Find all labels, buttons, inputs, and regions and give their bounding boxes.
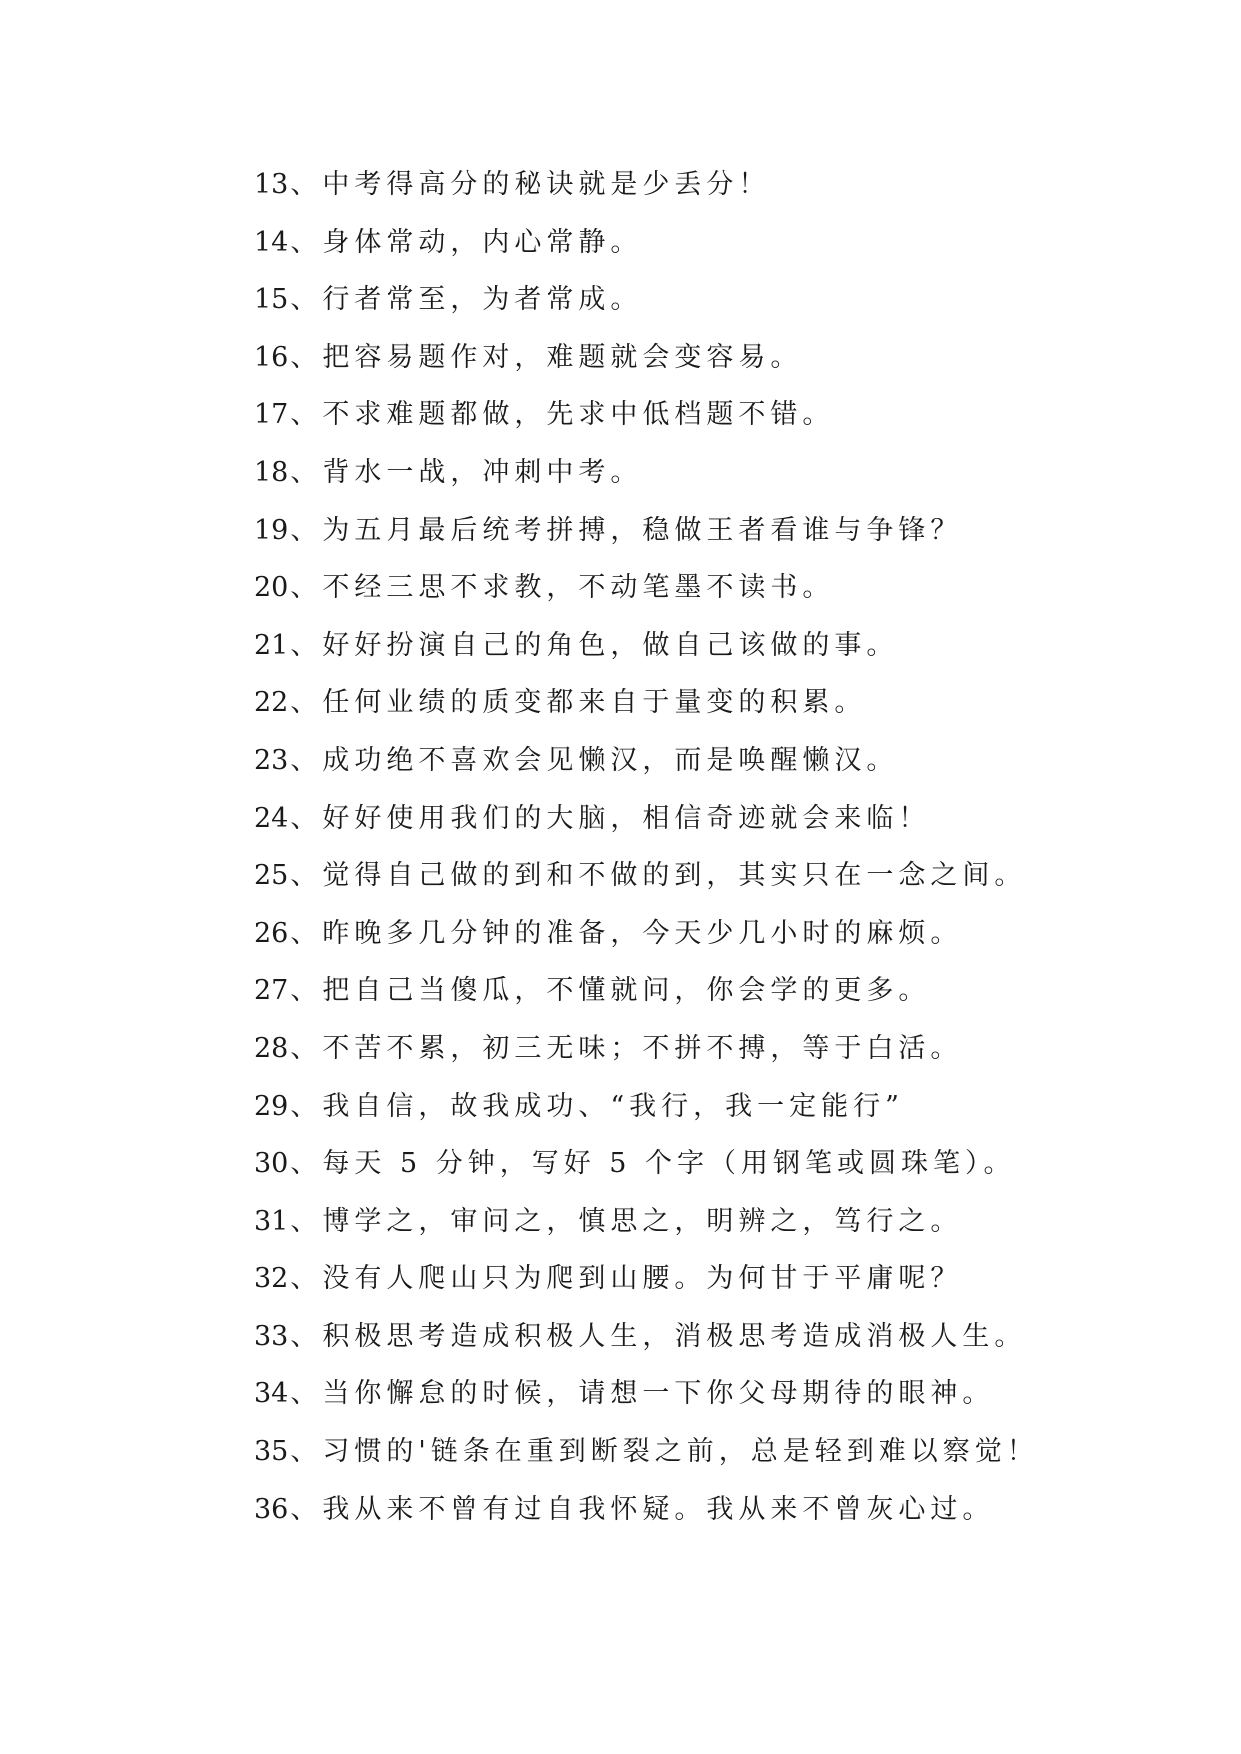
line-number: 15 xyxy=(254,284,289,316)
line-text: 、中考得高分的秘诀就是少丢分！ xyxy=(290,169,771,200)
line-text: 、我自信，故我成功、“我行，我一定能行” xyxy=(290,1090,904,1122)
line-text: 、觉得自己做的到和不做的到，其实只在一念之间。 xyxy=(290,860,1027,892)
line-number: 13 xyxy=(254,169,289,200)
line-text: 、好好使用我们的大脑，相信奇迹就会来临！ xyxy=(290,802,931,834)
line-number: 29 xyxy=(254,1090,289,1122)
list-item xyxy=(254,617,1214,675)
list-item xyxy=(254,1135,1214,1193)
line-number: 26 xyxy=(254,917,289,949)
list-item xyxy=(254,329,1214,387)
list-item xyxy=(254,847,1214,905)
list-item xyxy=(254,674,1214,732)
line-text: 、不苦不累，初三无味；不拼不搏，等于白活。 xyxy=(290,1032,963,1064)
line-text: 、把容易题作对，难题就会变容易。 xyxy=(290,341,803,373)
list-item xyxy=(254,1193,1214,1251)
list-item xyxy=(254,386,1214,444)
list-item xyxy=(254,790,1214,848)
list-item xyxy=(254,559,1214,617)
line-text: 、积极思考造成积极人生，消极思考造成消极人生。 xyxy=(290,1320,1027,1352)
line-number: 27 xyxy=(254,975,289,1007)
line-number: 35 xyxy=(254,1436,289,1468)
line-number: 32 xyxy=(254,1263,289,1295)
quote-list xyxy=(254,156,1214,1538)
line-number: 34 xyxy=(254,1378,289,1410)
line-text: 、习惯的'链条在重到断裂之前，总是轻到难以察觉！ xyxy=(290,1436,1039,1468)
line-text: 、把自己当傻瓜，不懂就问，你会学的更多。 xyxy=(290,975,931,1007)
line-number: 33 xyxy=(254,1320,289,1352)
line-text: 、我从来不曾有过自我怀疑。我从来不曾灰心过。 xyxy=(290,1493,995,1525)
line-text: 、好好扮演自己的角色，做自己该做的事。 xyxy=(290,629,899,661)
line-number: 14 xyxy=(254,226,289,258)
line-text: 、博学之，审问之，慎思之，明辨之，笃行之。 xyxy=(290,1205,963,1237)
line-text: 、不经三思不求教，不动笔墨不读书。 xyxy=(290,572,835,604)
list-item xyxy=(254,1481,1214,1539)
list-item xyxy=(254,444,1214,502)
list-item xyxy=(254,1250,1214,1308)
line-number: 22 xyxy=(254,687,289,719)
line-text: 、每天 5 分钟，写好 5 个字（用钢笔或圆珠笔）。 xyxy=(290,1148,1016,1180)
line-number: 31 xyxy=(254,1205,289,1237)
line-number: 16 xyxy=(254,341,289,373)
list-item xyxy=(254,1020,1214,1078)
line-number: 21 xyxy=(254,629,289,661)
line-text: 、为五月最后统考拼搏，稳做王者看谁与争锋？ xyxy=(290,514,963,546)
list-item xyxy=(254,1308,1214,1366)
line-text: 、行者常至，为者常成。 xyxy=(290,284,643,316)
list-item xyxy=(254,905,1214,963)
line-text: 、成功绝不喜欢会见懒汉，而是唤醒懒汉。 xyxy=(290,744,899,776)
list-item xyxy=(254,214,1214,272)
line-text: 、身体常动，内心常静。 xyxy=(290,226,643,258)
line-number: 18 xyxy=(254,456,289,488)
line-number: 19 xyxy=(254,514,289,546)
line-number: 23 xyxy=(254,744,289,776)
list-item xyxy=(254,1423,1214,1481)
list-item xyxy=(254,1078,1214,1136)
line-number: 36 xyxy=(254,1493,289,1525)
list-item xyxy=(254,962,1214,1020)
line-number: 25 xyxy=(254,860,289,892)
list-item xyxy=(254,1365,1214,1423)
line-text: 、背水一战，冲刺中考。 xyxy=(290,456,643,488)
line-number: 30 xyxy=(254,1148,289,1180)
line-number: 24 xyxy=(254,802,289,834)
line-number: 28 xyxy=(254,1032,289,1064)
line-text: 、任何业绩的质变都来自于量变的积累。 xyxy=(290,687,867,719)
line-number: 20 xyxy=(254,572,289,604)
list-item xyxy=(254,502,1214,560)
line-text: 、昨晚多几分钟的准备，今天少几小时的麻烦。 xyxy=(290,917,963,949)
line-text: 、当你懈怠的时候，请想一下你父母期待的眼神。 xyxy=(290,1378,995,1410)
list-item xyxy=(254,156,1214,214)
line-text: 、没有人爬山只为爬到山腰。为何甘于平庸呢？ xyxy=(290,1263,963,1295)
line-text: 、不求难题都做，先求中低档题不错。 xyxy=(290,399,835,431)
list-item xyxy=(254,271,1214,329)
list-item xyxy=(254,732,1214,790)
line-number: 17 xyxy=(254,399,289,431)
